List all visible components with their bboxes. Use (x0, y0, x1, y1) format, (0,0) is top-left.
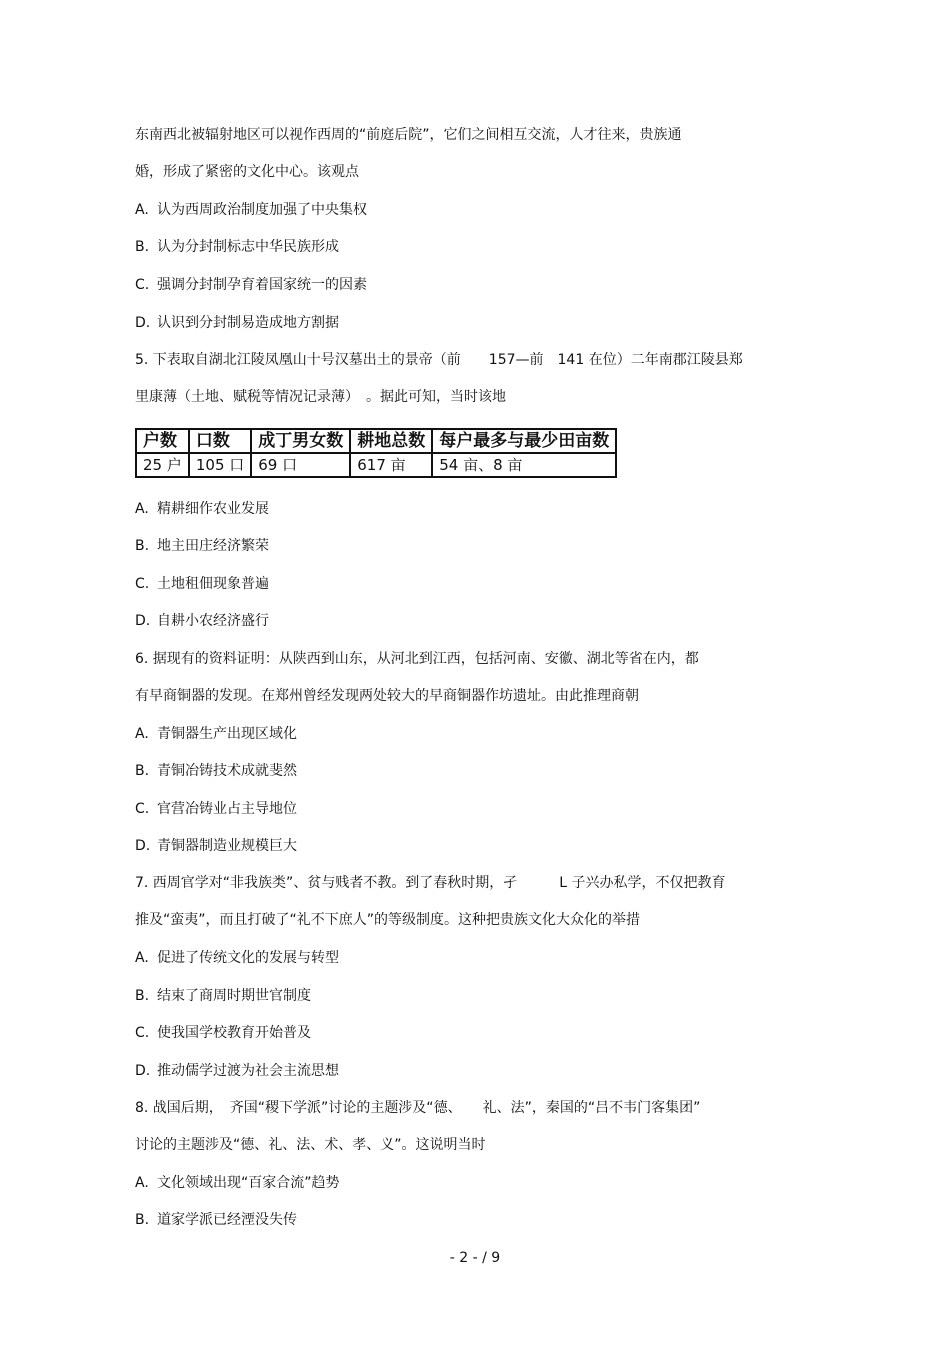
q4-stem-line1: 东南西北被辐射地区可以视作西周的“前庭后院”，它们之间相互交流，人才往来，贵族通 (135, 127, 682, 143)
option-letter: D. (135, 613, 151, 629)
option-letter: C. (135, 1025, 150, 1041)
q7-option-c (135, 1024, 311, 1042)
q6-option-c (135, 800, 297, 818)
option-text: 促进了传统文化的发展与转型 (157, 950, 339, 966)
q8-stem-line2: 讨论的主题涉及“德、礼、法、术、孝、义”。这说明当时 (135, 1137, 486, 1153)
option-text: 认为分封制标志中华民族形成 (157, 239, 339, 255)
q4-option-b (135, 238, 339, 256)
table-header-row (136, 429, 616, 453)
table-header-cell: 口数 (189, 429, 251, 453)
option-letter: A. (135, 202, 149, 218)
option-text: 官营冶铸业占主导地位 (157, 801, 297, 817)
table-cell: 25 户 (136, 453, 189, 477)
table-header-cell: 户数 (136, 429, 189, 453)
option-letter: D. (135, 838, 151, 854)
q7-option-a (135, 949, 339, 967)
q7-option-d (135, 1062, 339, 1080)
option-letter: D. (135, 1063, 151, 1079)
table-header-cell: 每户最多与最少田亩数 (432, 429, 616, 453)
option-letter: A. (135, 501, 149, 517)
option-text: 精耕细作农业发展 (157, 501, 269, 517)
table-row (136, 453, 616, 477)
q5-option-b (135, 537, 269, 555)
table-header-cell: 耕地总数 (350, 429, 432, 453)
q8-option-a (135, 1174, 340, 1192)
q6-option-a (135, 725, 297, 743)
q6-option-d (135, 837, 297, 855)
q5-option-c (135, 575, 269, 593)
option-text: 文化领域出现“百家合流”趋势 (157, 1175, 340, 1191)
q8-option-b (135, 1211, 297, 1229)
option-text: 认为西周政治制度加强了中央集权 (157, 202, 367, 218)
q6-option-b (135, 762, 297, 780)
option-letter: D. (135, 315, 151, 331)
page-number: - 2 - / 9 (449, 1250, 501, 1266)
option-letter: A. (135, 950, 149, 966)
q4-option-d (135, 314, 339, 332)
table-cell: 617 亩 (350, 453, 432, 477)
q6-stem-line2: 有早商铜器的发现。在郑州曾经发现两处较大的早商铜器作坊遗址。由此推理商朝 (135, 688, 639, 704)
table-header-cell: 成丁男女数 (251, 429, 350, 453)
q5-stem-line2: 里康薄（土地、赋税等情况记录薄） 。据此可知，当时该地 (135, 389, 506, 405)
option-letter: B. (135, 988, 150, 1004)
table-cell: 54 亩、8 亩 (432, 453, 616, 477)
census-table (135, 428, 617, 478)
option-text: 道家学派已经湮没失传 (157, 1212, 297, 1228)
option-text: 使我国学校教育开始普及 (157, 1025, 311, 1041)
q4-stem-line2: 婚，形成了紧密的文化中心。该观点 (135, 164, 359, 180)
q4-option-c (135, 276, 367, 294)
option-text: 自耕小农经济盛行 (157, 613, 269, 629)
q5-stem-line1: 5. 下表取自湖北江陵凤凰山十号汉墓出土的景帝（前 157—前 141 在位）二年南郡江陵县郑 (135, 352, 743, 368)
option-text: 青铜冶铸技术成就斐然 (157, 763, 297, 779)
option-letter: A. (135, 1175, 149, 1191)
q6-stem-line1: 6. 据现有的资料证明：从陕西到山东，从河北到江西，包括河南、安徽、湖北等省在内，都 (135, 651, 699, 667)
table-cell: 105 口 (189, 453, 251, 477)
option-text: 青铜器制造业规模巨大 (157, 838, 297, 854)
option-letter: B. (135, 239, 150, 255)
option-text: 强调分封制孕育着国家统一的因素 (157, 277, 367, 293)
option-letter: C. (135, 576, 150, 592)
option-letter: B. (135, 538, 150, 554)
q5-option-a (135, 500, 269, 518)
option-text: 结束了商周时期世官制度 (157, 988, 311, 1004)
q7-stem-line2: 推及“蛮夷”，而且打破了“礼不下庶人”的等级制度。这种把贵族文化大众化的举措 (135, 912, 641, 928)
option-text: 地主田庄经济繁荣 (157, 538, 269, 554)
option-text: 青铜器生产出现区域化 (157, 726, 297, 742)
option-letter: C. (135, 801, 150, 817)
q5-option-d (135, 612, 269, 630)
table-cell: 69 口 (251, 453, 350, 477)
q4-option-a (135, 201, 367, 219)
option-letter: B. (135, 1212, 150, 1228)
option-letter: C. (135, 277, 150, 293)
option-text: 土地租佃现象普遍 (157, 576, 269, 592)
option-text: 认识到分封制易造成地方割据 (157, 315, 339, 331)
option-letter: B. (135, 763, 150, 779)
q8-stem-line1: 8. 战国后期， 齐国“稷下学派”讨论的主题涉及“德、 礼、法”，秦国的“吕不韦门客集团” (135, 1100, 701, 1116)
option-text: 推动儒学过渡为社会主流思想 (157, 1063, 339, 1079)
q7-option-b (135, 987, 311, 1005)
option-letter: A. (135, 726, 149, 742)
q7-stem-line1: 7. 西周官学对“非我族类”、贫与贱者不教。到了春秋时期，孑 L 子兴办私学，不仅把教育 (135, 875, 726, 891)
